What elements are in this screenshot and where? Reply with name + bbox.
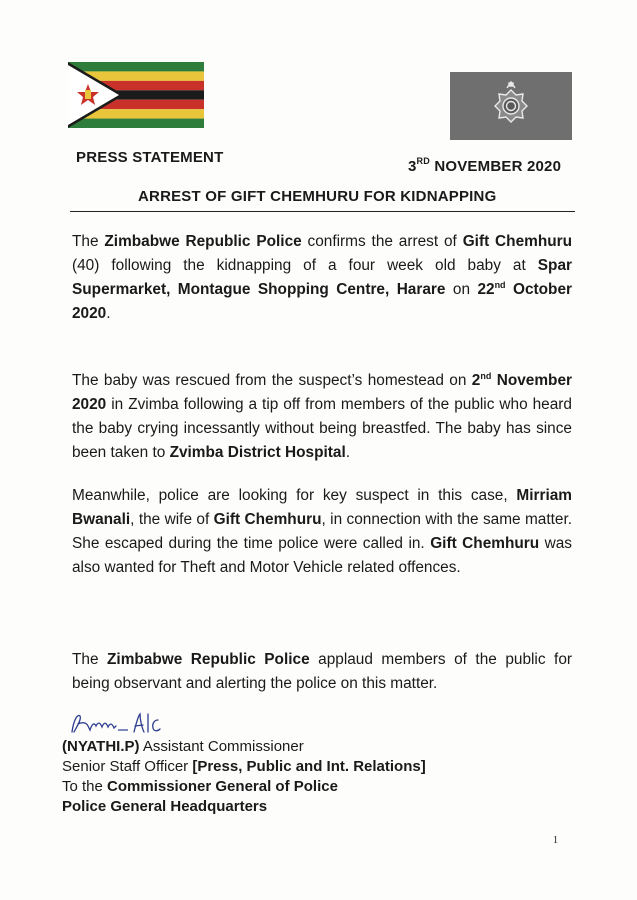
- paragraph-4: [72, 648, 572, 696]
- text: .: [106, 305, 111, 322]
- paragraph-1: [72, 230, 572, 326]
- handwritten-signature: [68, 710, 168, 740]
- text: on: [445, 281, 478, 298]
- text: The: [72, 233, 105, 250]
- date-month-year: NOVEMBER 2020: [429, 158, 562, 175]
- signatory-line-4: [62, 797, 426, 817]
- suspect-name: Gift Chemhuru: [430, 535, 540, 552]
- addressee-prefix: To the: [62, 778, 108, 795]
- text: Meanwhile, police are looking for key suspect in this case,: [72, 487, 517, 504]
- date-day: 22: [477, 281, 495, 298]
- heading-press-statement: PRESS STATEMENT: [76, 149, 224, 166]
- date-suffix: RD: [416, 156, 430, 166]
- date-suffix: nd: [480, 370, 492, 381]
- page-number: 1: [553, 835, 558, 846]
- signature-block: [62, 737, 426, 817]
- date-month-year: November 2020: [72, 372, 572, 413]
- signatory-name: (NYATHI.P): [62, 738, 140, 755]
- statement-subject: ARREST OF GIFT CHEMHURU FOR KIDNAPPING: [138, 188, 497, 205]
- signatory-line-3: [62, 777, 426, 797]
- text: The: [72, 651, 108, 668]
- headquarters: Police General Headquarters: [62, 798, 268, 815]
- suspect-name: Gift Chemhuru: [213, 511, 322, 528]
- text: , the wife of: [130, 511, 214, 528]
- text: in Zvimba following a tip off from members of the public who heard the baby crying incessantly without being breastfed. The baby has since been taken to: [72, 396, 572, 461]
- police-emblem-icon: [450, 72, 572, 140]
- org-name: Zimbabwe Republic Police: [107, 651, 310, 668]
- hospital-name: Zvimba District Hospital: [169, 444, 346, 461]
- text: The baby was rescued from the suspect’s homestead on: [72, 372, 472, 389]
- text: applaud members of the public for being observant and alerting the police on this matter.: [72, 651, 573, 692]
- text: confirms the arrest of: [301, 233, 463, 250]
- date-day: 2: [471, 372, 481, 389]
- signatory-line-2: [62, 757, 426, 777]
- addressee: Commissioner General of Police: [107, 778, 338, 795]
- subject-underline: [70, 211, 575, 212]
- org-name: Zimbabwe Republic Police: [104, 233, 302, 250]
- signatory-department: [Press, Public and Int. Relations]: [192, 758, 426, 775]
- paragraph-2: [72, 369, 572, 465]
- location: Spar Supermarket, Montague Shopping Centre, Harare: [72, 257, 572, 298]
- text: was also wanted for Theft and Motor Vehicle related offences.: [72, 535, 572, 576]
- signatory-line-1: [62, 737, 426, 757]
- statement-date: [408, 157, 561, 175]
- text: .: [345, 444, 351, 461]
- zimbabwe-flag-icon: [68, 62, 204, 128]
- paragraph-3: [72, 484, 572, 580]
- suspect-name: Gift Chemhuru: [462, 233, 573, 250]
- signatory-title: Senior Staff Officer: [62, 758, 193, 775]
- date-suffix: nd: [494, 279, 506, 290]
- text: , in connection with the same matter. She escaped during the time police were called in.: [72, 511, 573, 552]
- signatory-rank: Assistant Commissioner: [139, 738, 304, 755]
- date-month-year: October 2020: [72, 281, 572, 322]
- date-day: 3: [408, 158, 417, 175]
- text: (40) following the kidnapping of a four week old baby at: [72, 257, 538, 274]
- wanted-suspect-name: Mirriam Bwanali: [72, 487, 572, 528]
